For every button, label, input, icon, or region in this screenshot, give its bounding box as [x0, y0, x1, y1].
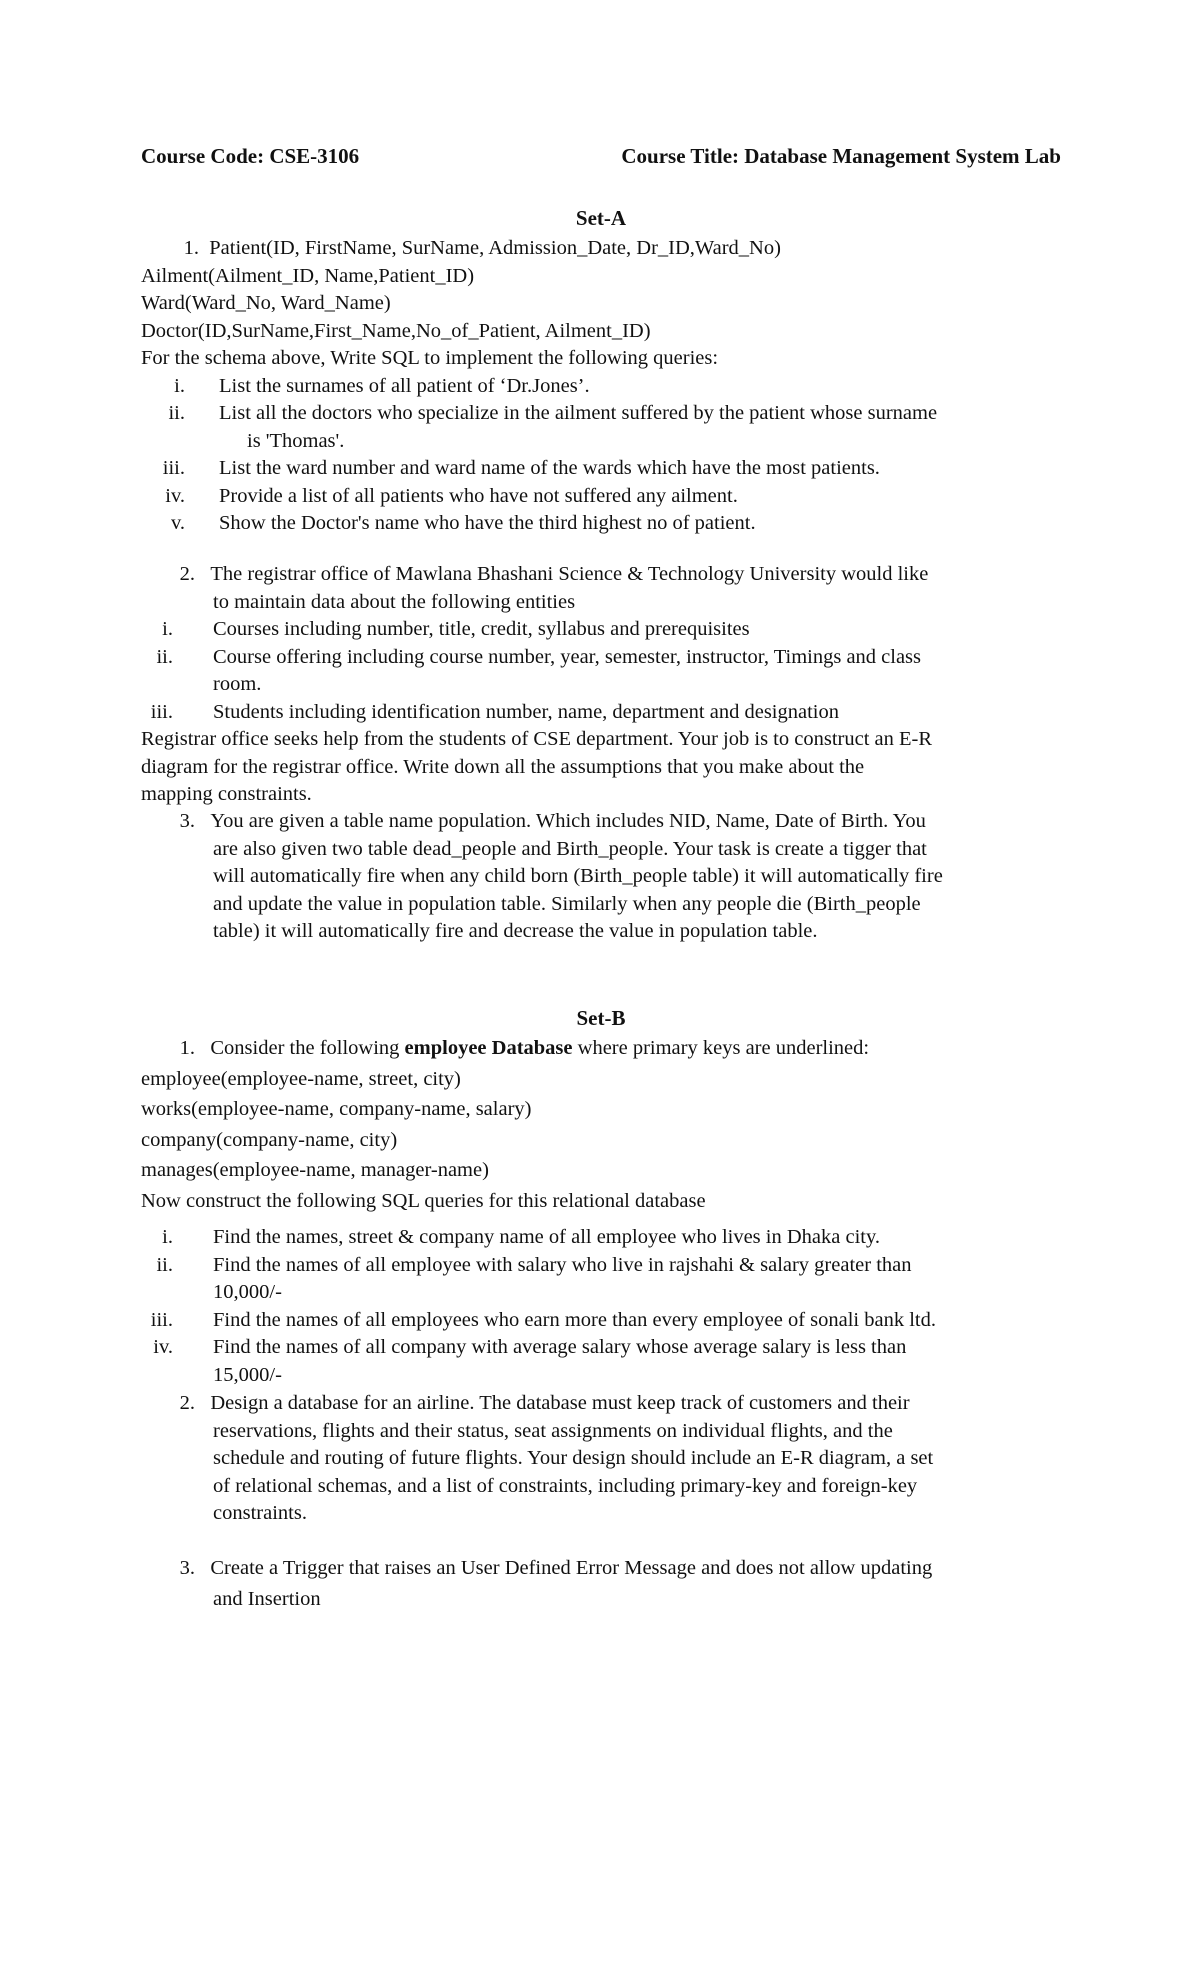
list-item — [141, 1307, 1061, 1335]
item-number: i. — [174, 374, 185, 397]
item-number: i. — [162, 618, 173, 640]
schema-line: Doctor(ID,SurName,First_Name,No_of_Patient, Ailment_ID) — [141, 319, 651, 342]
question-text: and update the value in population table. Similarly when any people die (Birth_people — [213, 892, 921, 915]
list-item — [141, 510, 1061, 538]
item-number: iii. — [150, 700, 173, 723]
paragraph-line: diagram for the registrar office. Write down all the assumptions that you make about the — [141, 755, 865, 778]
item-text: List all the doctors who specialize in the ailment suffered by the patient whose surname — [219, 402, 938, 424]
set-b-title: Set-B — [576, 1006, 626, 1030]
list-item — [141, 483, 1061, 511]
question-text: Consider the following — [210, 1037, 405, 1059]
item-text: List the ward number and ward name of the wards which have the most patients. — [219, 457, 880, 479]
question-number: 1. — [179, 1037, 195, 1059]
list-item — [141, 616, 1061, 644]
item-number: iii. — [150, 1308, 173, 1331]
list-item — [141, 1252, 1061, 1280]
schema-line: manages(employee-name, manager-name) — [141, 1159, 489, 1181]
item-text: Show the Doctor's name who have the third highest no of patient. — [219, 512, 756, 534]
paragraph-line: mapping constraints. — [141, 783, 312, 805]
question-text: Design a database for an airline. The database must keep track of customers and their — [210, 1392, 910, 1414]
item-text: Find the names of all company with average salary whose average salary is less than — [213, 1336, 907, 1358]
question-text: where primary keys are underlined: — [572, 1037, 870, 1059]
list-item — [141, 373, 1061, 401]
question-text: The registrar office of Mawlana Bhashani Science & Technology University would like — [210, 563, 929, 585]
item-continuation: 15,000/- — [213, 1363, 282, 1386]
set-a-question-2 — [141, 561, 1061, 809]
item-number: i. — [162, 1226, 173, 1248]
item-number: iv. — [165, 484, 185, 507]
course-title: Course Title: Database Management System Lab — [621, 144, 1061, 168]
question-text: and Insertion — [213, 1587, 321, 1610]
set-a-question-3 — [141, 808, 1061, 946]
question-number: 1. — [183, 237, 199, 259]
item-number: iii. — [162, 457, 185, 479]
set-b-question-1 — [141, 1033, 1061, 1216]
question-number: 3. — [179, 1557, 195, 1579]
question-text: will automatically fire when any child born (Birth_people table) it will automatically fire — [213, 865, 943, 887]
course-header — [141, 143, 1061, 173]
schema-line: company(company-name, city) — [141, 1128, 398, 1151]
item-text: List the surnames of all patient of ‘Dr.Jones’. — [219, 374, 590, 397]
item-text: Students including identification number, name, department and designation — [213, 700, 839, 723]
item-continuation: is 'Thomas'. — [247, 429, 345, 452]
schema-line: employee(employee-name, street, city) — [141, 1067, 461, 1090]
schema-line: Ailment(Ailment_ID, Name,Patient_ID) — [141, 264, 475, 287]
list-item — [141, 455, 1061, 483]
item-number: ii. — [168, 402, 185, 424]
question-number: 3. — [179, 810, 195, 832]
item-continuation: room. — [213, 673, 262, 695]
question-text: Create a Trigger that raises an User Defined Error Message and does not allow updating — [210, 1557, 933, 1579]
set-b-question-1-items — [141, 1224, 1061, 1389]
question-text: of relational schemas, and a list of constraints, including primary-key and foreign-key — [213, 1474, 918, 1497]
question-text: table) it will automatically fire and decrease the value in population table. — [213, 920, 818, 942]
query-intro: Now construct the following SQL queries for this relational database — [141, 1189, 706, 1212]
list-item — [141, 400, 1061, 428]
question-number: 2. — [179, 563, 195, 585]
schema-line: works(employee-name, company-name, salary) — [141, 1098, 532, 1120]
query-intro: For the schema above, Write SQL to implement the following queries: — [141, 347, 719, 369]
set-b-question-2 — [141, 1390, 1061, 1528]
list-item — [141, 699, 1061, 727]
item-text: Find the names of all employees who earn more than every employee of sonali bank ltd. — [213, 1308, 936, 1331]
question-text: are also given two table dead_people and Birth_people. Your task is create a tigger that — [213, 837, 927, 860]
list-item — [141, 1334, 1061, 1362]
item-text: Provide a list of all patients who have not suffered any ailment. — [219, 484, 738, 507]
set-b-question-3 — [141, 1553, 1061, 1614]
question-text: reservations, flights and their status, seat assignments on individual flights, and the — [213, 1419, 893, 1442]
schema-line: Patient(ID, FirstName, SurName, Admission_Date, Dr_ID,Ward_No) — [209, 237, 781, 259]
set-a-title: Set-A — [575, 206, 627, 230]
schema-line: Ward(Ward_No, Ward_Name) — [141, 292, 391, 314]
paragraph-line: Registrar office seeks help from the students of CSE department. Your job is to construct an E-R — [141, 728, 933, 750]
course-code: Course Code: CSE-3106 — [141, 144, 360, 168]
item-number: iv. — [153, 1336, 173, 1358]
question-number: 2. — [179, 1392, 195, 1414]
question-text: schedule and routing of future flights. Your design should include an E-R diagram, a set — [213, 1447, 934, 1469]
item-text: Courses including number, title, credit, syllabus and prerequisites — [213, 618, 750, 640]
item-number: v. — [170, 512, 185, 534]
set-a-question-1 — [141, 235, 1061, 538]
question-text: constraints. — [213, 1502, 307, 1524]
item-number: ii. — [156, 645, 173, 668]
item-continuation: 10,000/- — [213, 1281, 282, 1303]
question-text: to maintain data about the following entities — [213, 590, 576, 613]
question-text: You are given a table name population. Which includes NID, Name, Date of Birth. You — [210, 810, 926, 832]
item-text: Find the names of all employee with salary who live in rajshahi & salary greater than — [213, 1253, 912, 1276]
item-number: ii. — [156, 1253, 173, 1276]
list-item — [141, 1224, 1061, 1252]
list-item — [141, 644, 1061, 672]
item-text: Course offering including course number, year, semester, instructor, Timings and class — [213, 645, 922, 668]
question-text-bold: employee Database — [404, 1037, 573, 1059]
item-text: Find the names, street & company name of all employee who lives in Dhaka city. — [213, 1226, 881, 1248]
